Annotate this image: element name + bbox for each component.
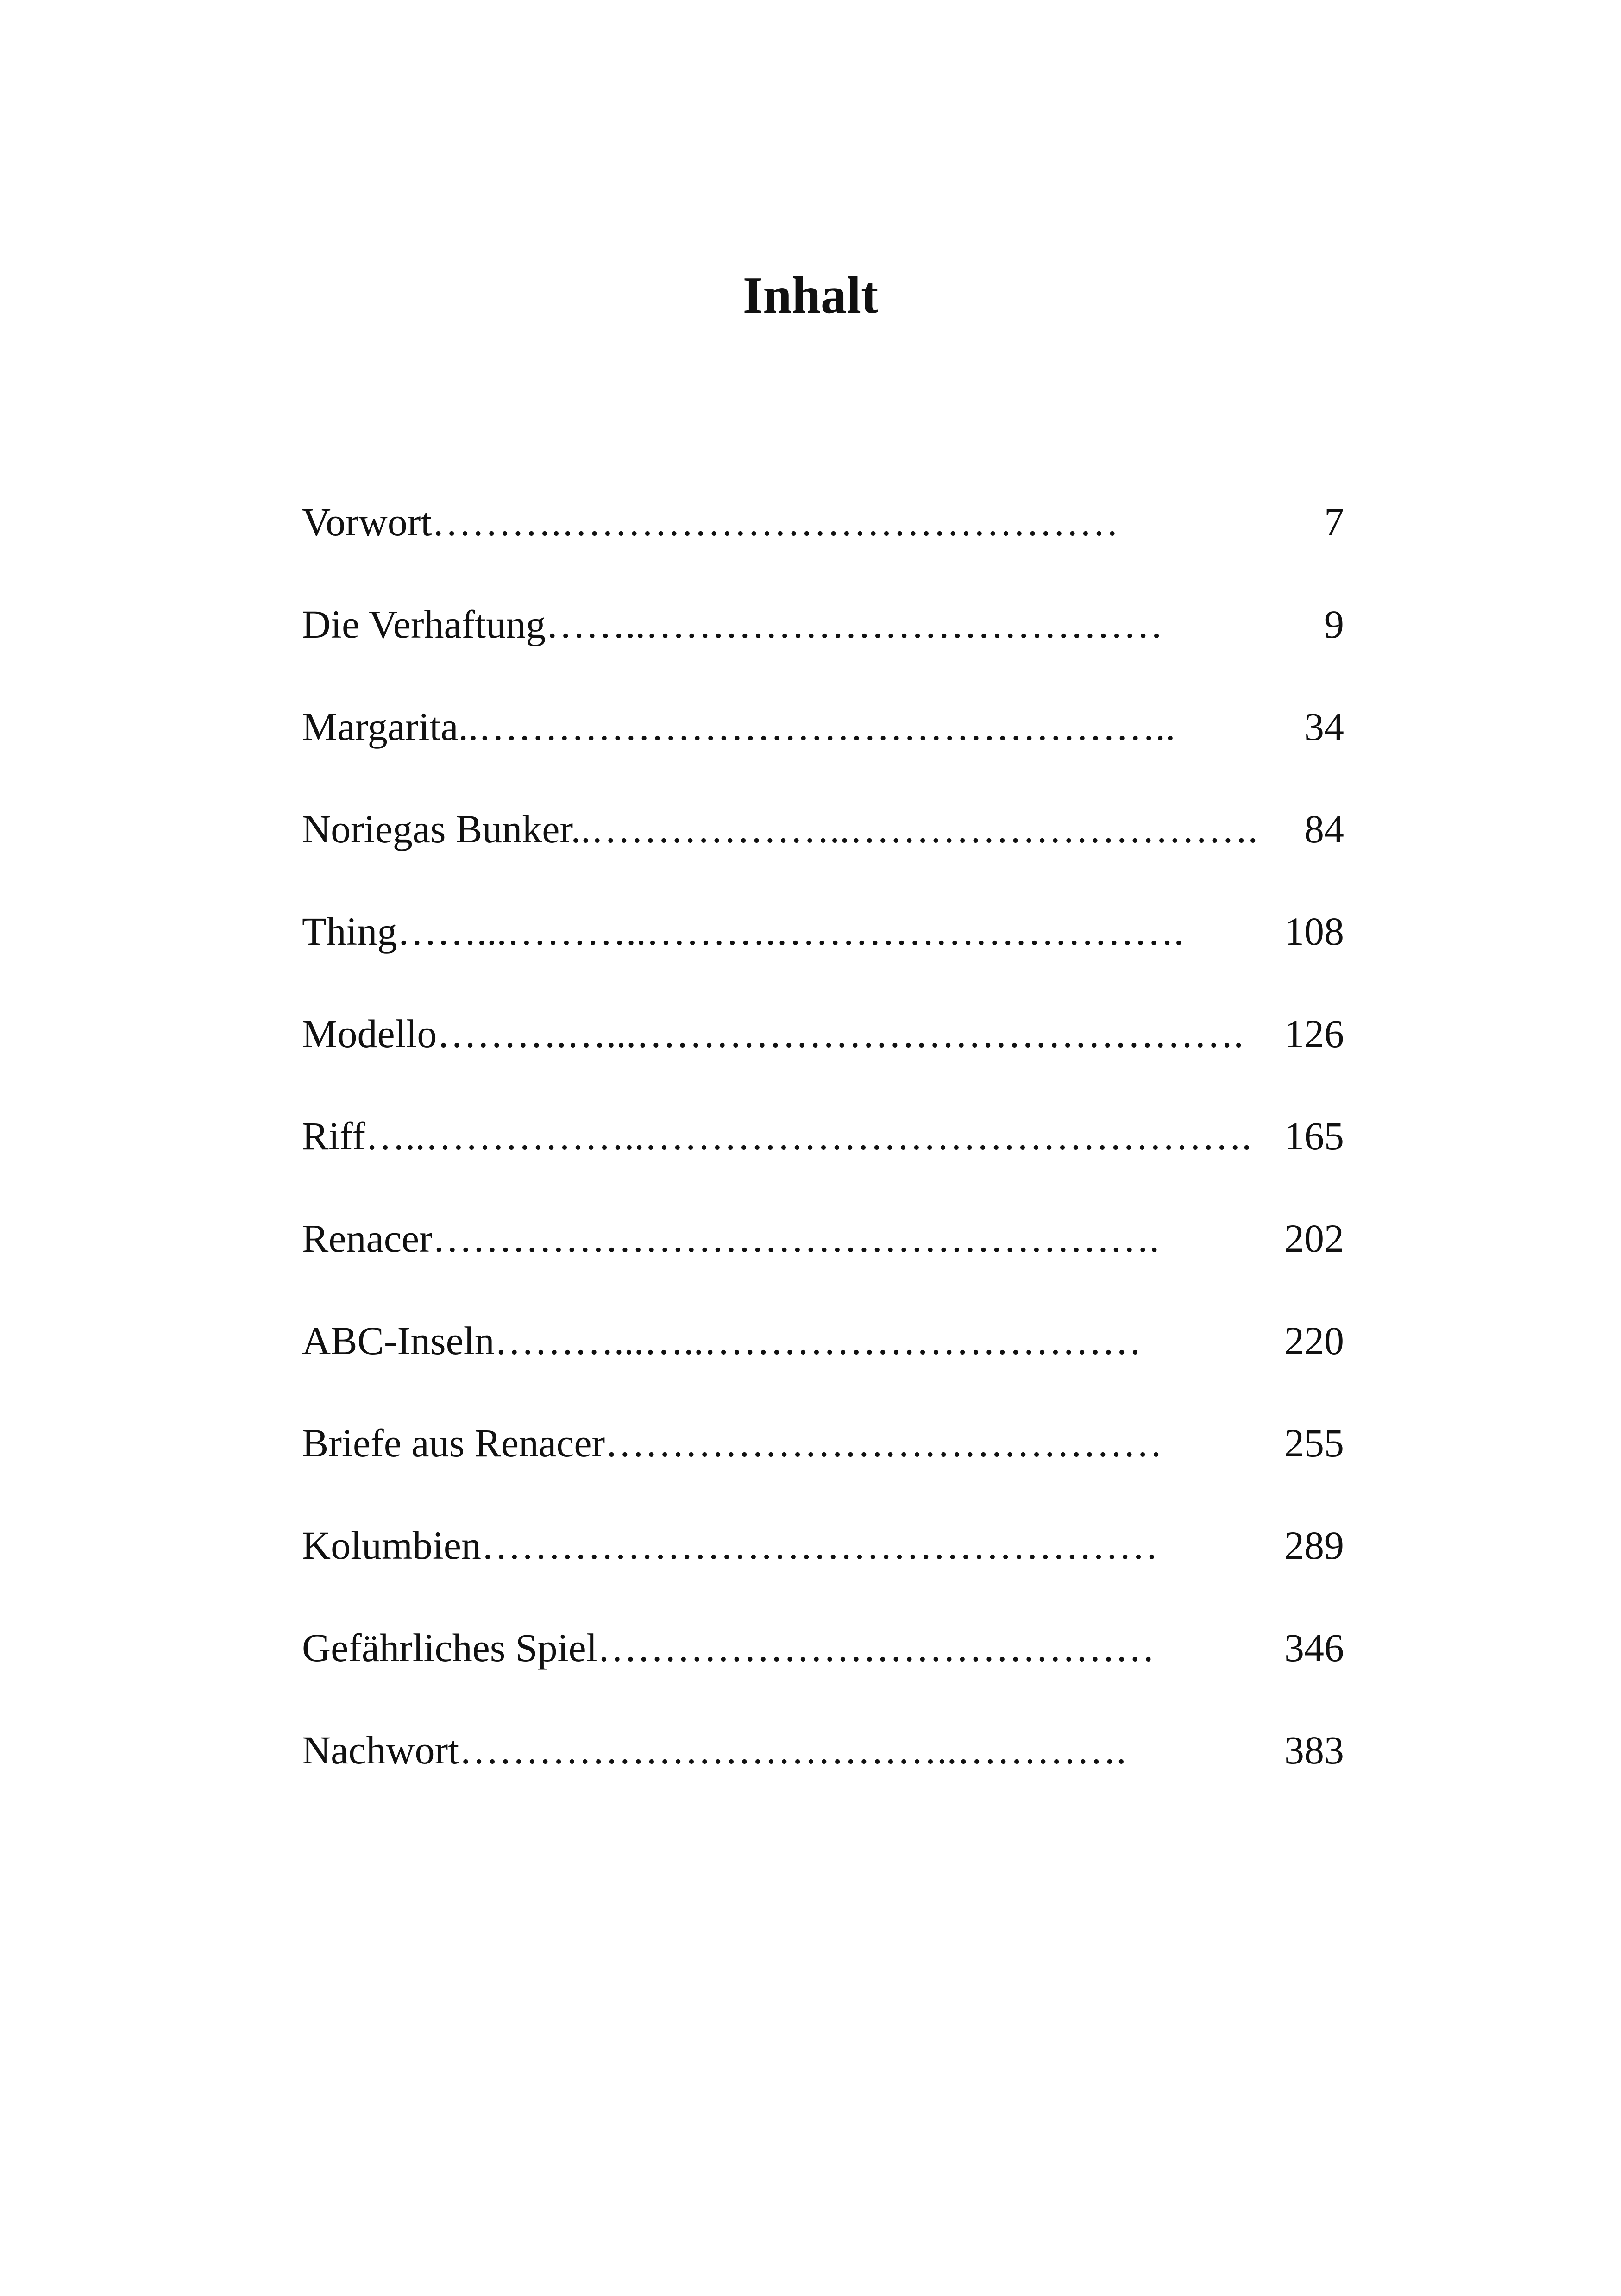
toc-item-label: Margarita..…………………………………………….. [302, 704, 1175, 749]
toc-item-page-number: 7 [1313, 491, 1344, 553]
toc-item-label: Die Verhaftung……..………………………………… [302, 602, 1163, 646]
toc-item-page-number: 126 [1273, 1003, 1344, 1065]
toc-item-label: Kolumbien…………………………………………… [302, 1523, 1158, 1568]
toc-item-gefaehrliches-spiel [302, 1617, 1344, 1719]
toc-item-label: Noriegas Bunker..………………..…………………………. [302, 807, 1258, 851]
toc-item-abc-inseln [302, 1310, 1344, 1412]
table-of-contents [302, 491, 1344, 1821]
toc-item-die-verhaftung [302, 593, 1344, 696]
toc-item-noriegas-bunker [302, 798, 1344, 900]
toc-item-page-number: 34 [1293, 696, 1344, 758]
toc-item-label: Modello……….…...………………………………………. [302, 1011, 1244, 1056]
toc-item-margarita [302, 696, 1344, 798]
toc-item-nachwort [302, 1719, 1344, 1821]
toc-item-page-number: 220 [1273, 1310, 1344, 1372]
toc-item-label: Renacer………………………………………………. [302, 1216, 1160, 1261]
toc-item-riff [302, 1105, 1344, 1207]
toc-item-page-number: 255 [1273, 1412, 1344, 1474]
toc-item-page-number: 202 [1273, 1207, 1344, 1269]
page-title: Inhalt [742, 267, 879, 324]
toc-item-page-number: 108 [1273, 900, 1344, 962]
toc-item-modello [302, 1003, 1344, 1105]
toc-item-page-number: 383 [1273, 1719, 1344, 1781]
toc-item-label: Riff…..……………..………………………………………. [302, 1114, 1252, 1158]
toc-item-renacer [302, 1207, 1344, 1310]
toc-item-vorwort [302, 491, 1344, 593]
toc-item-briefe-aus-renacer [302, 1412, 1344, 1514]
toc-item-page-number: 165 [1273, 1105, 1344, 1167]
toc-item-thing [302, 900, 1344, 1003]
toc-item-kolumbien [302, 1514, 1344, 1617]
toc-item-page-number: 9 [1313, 593, 1344, 655]
toc-item-page-number: 84 [1293, 798, 1344, 860]
toc-item-label: Briefe aus Renacer…………………………………… [302, 1421, 1163, 1465]
toc-item-label: Gefährliches Spiel…………………………………… [302, 1625, 1155, 1670]
toc-item-label: Nachwort………………………………..…………. [302, 1728, 1126, 1772]
toc-item-page-number: 346 [1273, 1617, 1344, 1679]
toc-item-label: ABC-Inseln………...…..…………………………… [302, 1318, 1142, 1363]
toc-item-label: Thing……...………..……….…………………………. [302, 909, 1184, 954]
toc-item-page-number: 289 [1273, 1514, 1344, 1576]
toc-item-label: Vorwort……….…………………………………… [302, 500, 1119, 544]
